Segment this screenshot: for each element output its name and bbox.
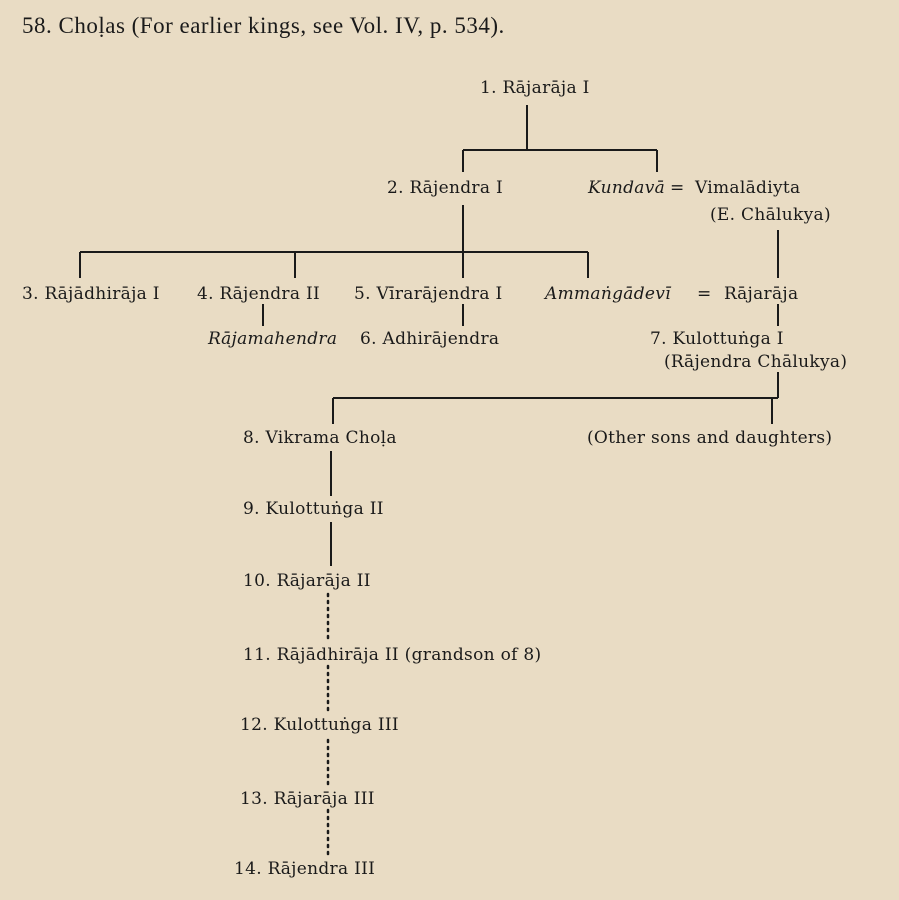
marriage-sign: = [670, 178, 685, 198]
person-other-children: (Other sons and daughters) [587, 428, 833, 448]
person-rajendra-2: 4. Rājendra II [197, 284, 321, 304]
person-rajaraja-3: 13. Rājarāja III [240, 789, 375, 809]
person-rajendra-3: 14. Rājendra III [234, 859, 376, 879]
dynasty-note: (E. Chālukya) [710, 205, 831, 225]
person-rajaraja-2: 10. Rājarāja II [243, 571, 371, 591]
person-kulottunga-2: 9. Kulottuṅga II [243, 499, 384, 519]
person-kundava: Kundavā [588, 178, 666, 198]
person-rajaraja-1: 1. Rājarāja I [480, 78, 590, 98]
person-virarajendra-1: 5. Vīrarājendra I [354, 284, 503, 304]
person-note-rajendra-chalukya: (Rājendra Chālukya) [664, 352, 848, 372]
person-ammangadevi: Ammaṅgādevī [545, 284, 671, 304]
person-kulottunga-1: 7. Kulottuṅga I [650, 329, 784, 349]
person-rajadhiraja-1: 3. Rājādhirāja I [22, 284, 160, 304]
page-title: 58. Choḷas (For earlier kings, see Vol. IV, p. 534). [22, 13, 505, 38]
person-vimaladitya: Vimalādiyta [695, 178, 801, 198]
person-rajendra-1: 2. Rājendra I [387, 178, 504, 198]
person-vikrama-chola: 8. Vikrama Choḷa [243, 428, 397, 448]
person-rajamahendra: Rājamahendra [208, 329, 338, 349]
marriage-sign: = [697, 284, 712, 304]
person-kulottunga-3: 12. Kulottuṅga III [240, 715, 399, 735]
person-rajaraja: Rājarāja [724, 284, 799, 304]
person-rajadhiraja-2: 11. Rājādhirāja II (grandson of 8) [243, 645, 542, 665]
person-adhirajendra: 6. Adhirājendra [360, 329, 500, 349]
